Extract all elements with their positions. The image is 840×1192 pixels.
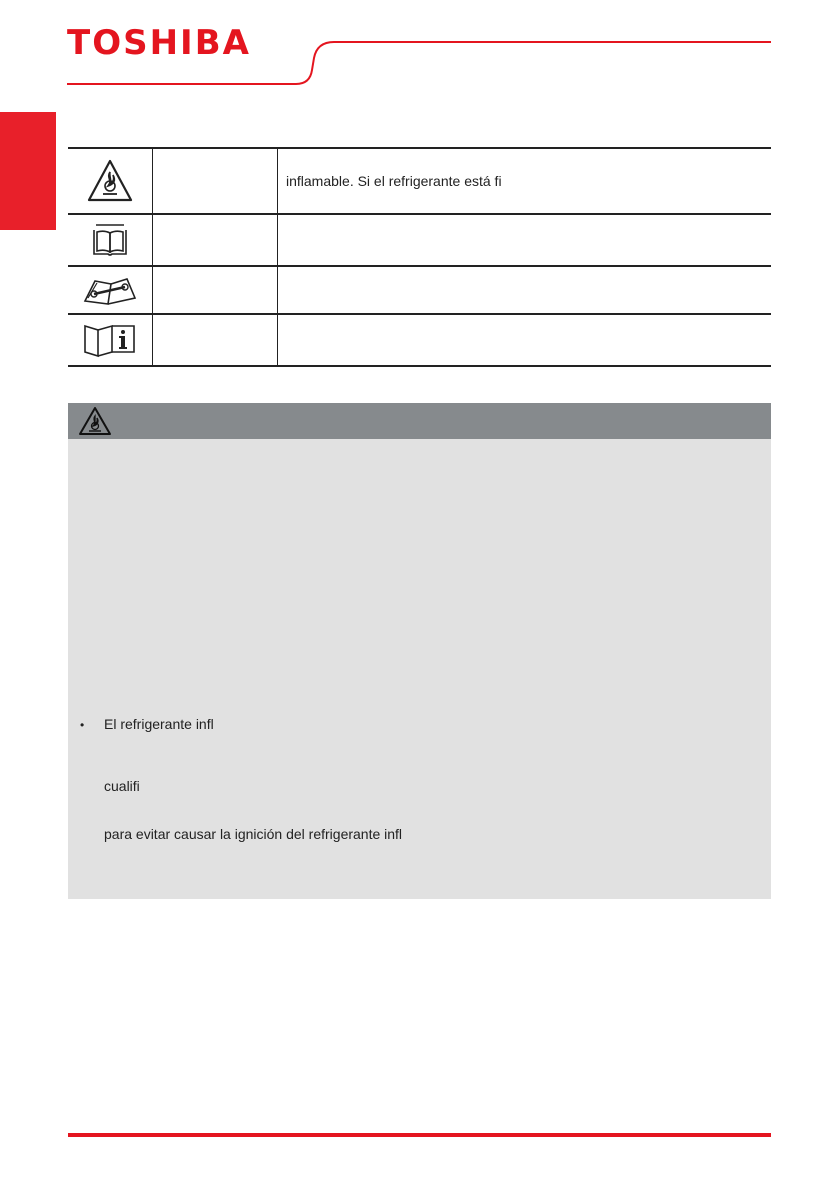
symbol-name [153,314,278,366]
symbol-description [278,266,772,314]
symbol-name [153,214,278,266]
warning-header [68,403,771,439]
symbols-table [68,147,771,367]
flammable-warning-icon [86,158,134,204]
table-row [68,314,771,366]
bullet-marker: • [80,718,85,732]
warning-text-line: para evitar causar la ignición del refrigerante infl [104,826,403,842]
symbol-name [153,148,278,214]
symbol-description [278,214,772,266]
flammable-warning-icon [78,406,112,436]
information-manual-icon [82,322,138,358]
table-row [68,266,771,314]
operator-manual-icon [90,222,130,258]
toshiba-logo: TOSHIBA [67,23,251,63]
symbol-name [153,266,278,314]
warning-text-line: El refrigerante infl [104,716,214,732]
footer-divider [68,1133,771,1137]
table-row [68,148,771,214]
header-decorative-line [0,0,840,100]
service-manual-icon [81,274,139,306]
warning-text-line: cualifi [104,778,140,794]
table-row [68,214,771,266]
symbol-description [278,314,772,366]
symbol-description: inflamable. Si el refrigerante está fi [278,148,772,214]
section-side-tab [0,112,56,230]
